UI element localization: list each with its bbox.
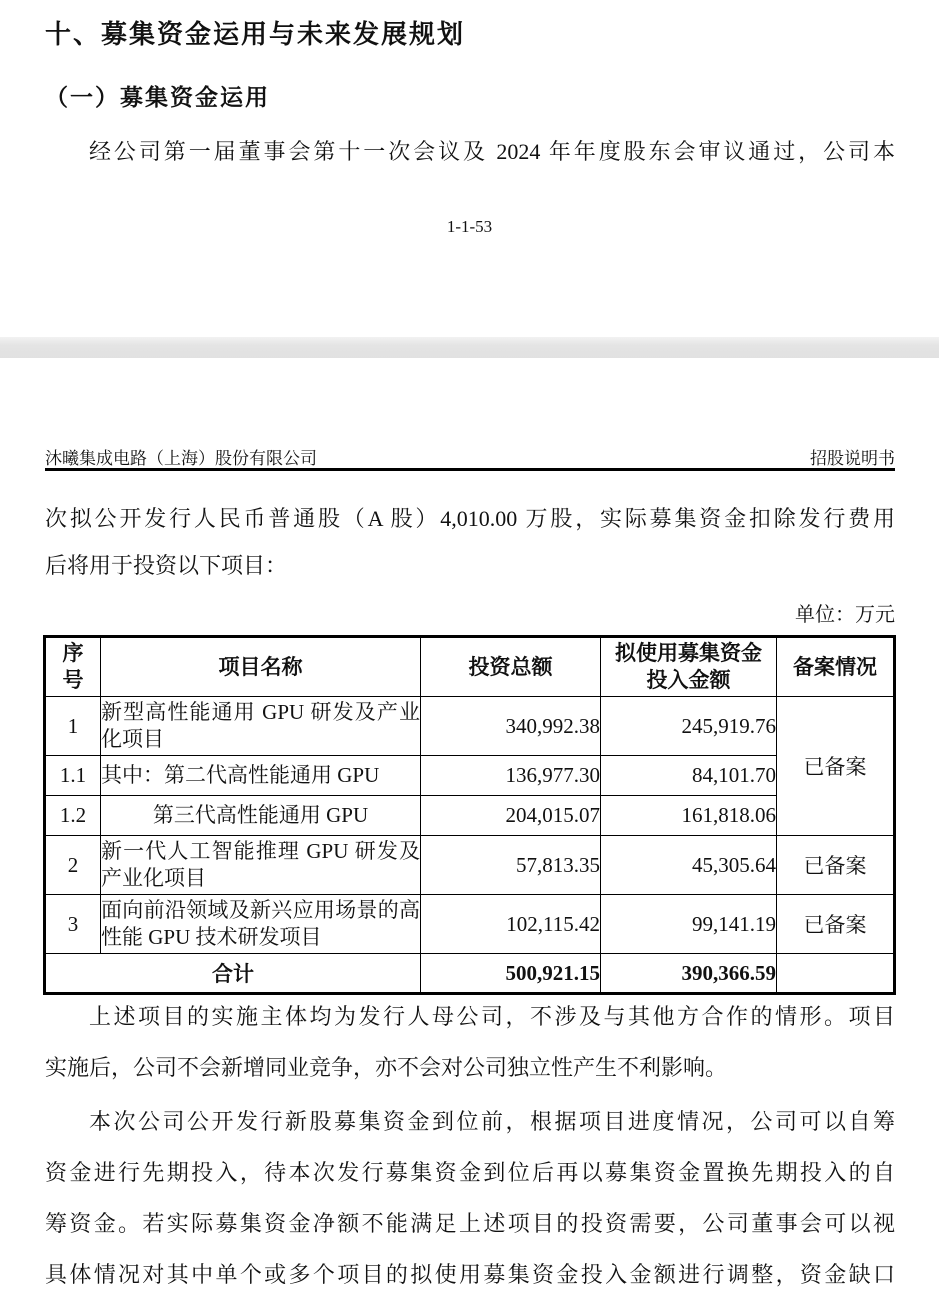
cell-filing-status-merged: 已备案 bbox=[777, 697, 895, 836]
cell-project-name: 新一代人工智能推理 GPU 研发及产业化项目 bbox=[101, 836, 421, 895]
cell-raised-funds-sum: 390,366.59 bbox=[601, 954, 777, 994]
running-header-company: 沐曦集成电路（上海）股份有限公司 bbox=[45, 449, 317, 468]
cell-seq: 1.1 bbox=[45, 756, 101, 796]
header-rule bbox=[45, 468, 895, 471]
cell-project-name: 其中：第二代高性能通用 GPU bbox=[101, 756, 421, 796]
paragraph-prefunding-line4: 具体情况对其中单个或多个项目的拟使用募集资金投入金额进行调整，资金缺口 bbox=[45, 1262, 895, 1287]
th-raised-funds-line2: 投入金额 bbox=[646, 668, 731, 692]
th-total-investment: 投资总额 bbox=[421, 637, 601, 697]
th-filing-status: 备案情况 bbox=[777, 637, 895, 697]
cell-project-name: 新型高性能通用 GPU 研发及产业化项目 bbox=[101, 697, 421, 756]
unit-label: 单位：万元 bbox=[795, 604, 895, 626]
th-seq-label: 序号 bbox=[62, 641, 84, 692]
paragraph-implementation bbox=[45, 991, 895, 1093]
paragraph-prefunding-line2: 资金进行先期投入，待本次发行募集资金到位后再以募集资金置换先期投入的自 bbox=[45, 1160, 895, 1185]
subsection-title: （一）募集资金运用 bbox=[45, 85, 270, 111]
cell-total-label: 合计 bbox=[45, 954, 421, 994]
paragraph-implementation-line2: 实施后，公司不会新增同业竞争，亦不会对公司独立性产生不利影响。 bbox=[45, 1055, 728, 1080]
running-header bbox=[45, 444, 895, 469]
continuation-paragraph bbox=[45, 495, 895, 589]
cell-filing-status: 已备案 bbox=[777, 895, 895, 954]
cell-seq: 1 bbox=[45, 697, 101, 756]
th-raised-funds bbox=[601, 637, 777, 697]
cell-filing-status: 已备案 bbox=[777, 836, 895, 895]
th-raised-funds-line1: 拟使用募集资金 bbox=[615, 641, 762, 665]
cell-project-name: 第三代高性能通用 GPU bbox=[101, 796, 421, 836]
paragraph-prefunding-line1: 本次公司公开发行新股募集资金到位前，根据项目进度情况，公司可以自筹 bbox=[89, 1109, 895, 1134]
paragraph-implementation-line1: 上述项目的实施主体均为发行人母公司，不涉及与其他方合作的情形。项目 bbox=[89, 1004, 895, 1029]
table-total-row bbox=[45, 954, 895, 994]
cell-raised-funds: 161,818.06 bbox=[601, 796, 777, 836]
cell-filing-status-empty bbox=[777, 954, 895, 994]
page-number: 1-1-53 bbox=[446, 217, 493, 236]
section-title: 十、募集资金运用与未来发展规划 bbox=[45, 20, 466, 50]
cell-total-investment-sum: 500,921.15 bbox=[421, 954, 601, 994]
continuation-line-2: 后将用于投资以下项目： bbox=[45, 553, 288, 578]
cell-total-investment: 204,015.07 bbox=[421, 796, 601, 836]
cell-raised-funds: 245,919.76 bbox=[601, 697, 777, 756]
page-separator bbox=[0, 337, 939, 358]
cell-project-name: 面向前沿领域及新兴应用场景的高性能 GPU 技术研发项目 bbox=[101, 895, 421, 954]
cell-total-investment: 57,813.35 bbox=[421, 836, 601, 895]
table-row bbox=[45, 836, 895, 895]
cell-seq: 1.2 bbox=[45, 796, 101, 836]
continuation-line-1: 次拟公开发行人民币普通股（A 股）4,010.00 万股，实际募集资金扣除发行费用 bbox=[45, 506, 895, 531]
table-row bbox=[45, 697, 895, 756]
paragraph-prefunding bbox=[45, 1096, 895, 1300]
cell-raised-funds: 45,305.64 bbox=[601, 836, 777, 895]
th-project-name: 项目名称 bbox=[101, 637, 421, 697]
paragraph-prefunding-line3: 筹资金。若实际募集资金净额不能满足上述项目的投资需要，公司董事会可以视 bbox=[45, 1211, 895, 1236]
running-header-doc-type: 招股说明书 bbox=[810, 449, 895, 468]
table-row bbox=[45, 796, 895, 836]
table-row bbox=[45, 895, 895, 954]
cell-raised-funds: 84,101.70 bbox=[601, 756, 777, 796]
intro-paragraph-line: 经公司第一届董事会第十一次会议及 2024 年年度股东会审议通过，公司本 bbox=[89, 139, 895, 164]
cell-seq: 3 bbox=[45, 895, 101, 954]
cell-raised-funds: 99,141.19 bbox=[601, 895, 777, 954]
th-seq bbox=[45, 637, 101, 697]
cell-total-investment: 136,977.30 bbox=[421, 756, 601, 796]
fundraising-projects-table bbox=[43, 635, 896, 995]
table-row bbox=[45, 756, 895, 796]
cell-seq: 2 bbox=[45, 836, 101, 895]
cell-total-investment: 340,992.38 bbox=[421, 697, 601, 756]
cell-total-investment: 102,115.42 bbox=[421, 895, 601, 954]
table-header-row bbox=[45, 637, 895, 697]
